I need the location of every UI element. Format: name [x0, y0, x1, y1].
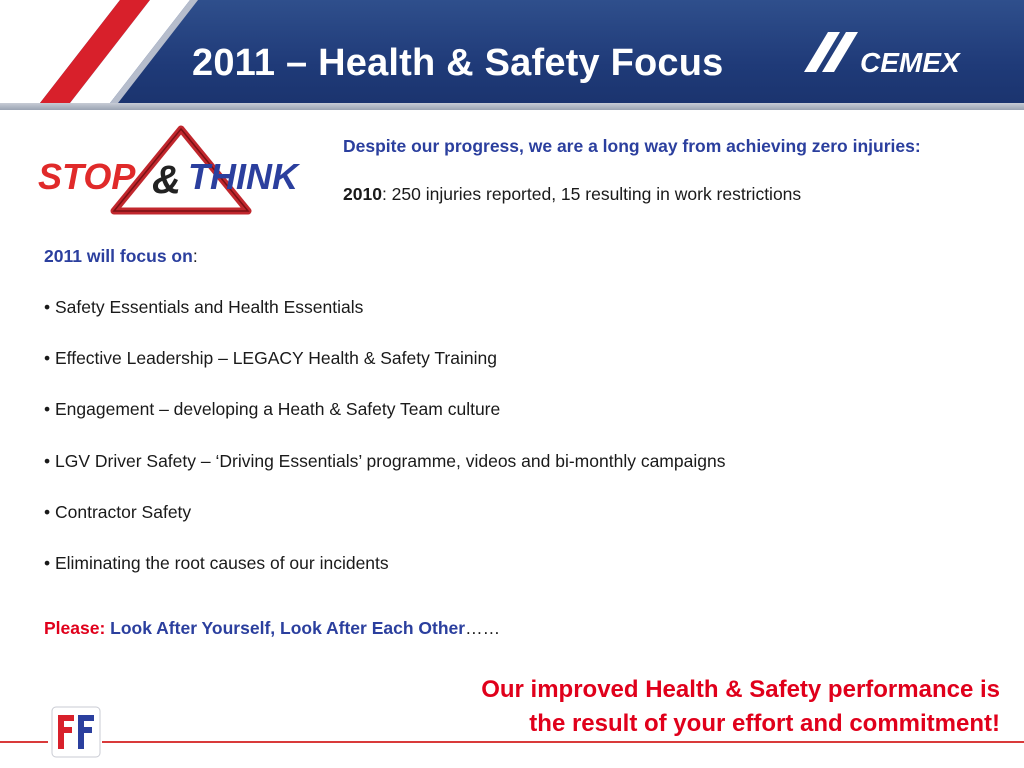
footer-rule-left: [0, 741, 48, 743]
svg-text:CEMEX: CEMEX: [860, 47, 960, 75]
list-item: • Contractor Safety: [44, 502, 192, 522]
closing-statement: [360, 673, 1000, 741]
list-item: • Safety Essentials and Health Essentials: [44, 297, 364, 317]
svg-text:THINK: THINK: [188, 156, 298, 197]
focus-heading-line: [44, 246, 198, 267]
please-label: Please:: [44, 618, 106, 638]
closing-line-2: the result of your effort and commitment!: [529, 710, 1000, 737]
page-title: 2011 – Health & Safety Focus: [192, 42, 724, 84]
stop-and-think-logo: [36, 125, 311, 222]
please-line: [44, 618, 500, 639]
footer-rule: [102, 741, 1024, 743]
please-ellipsis: ……: [465, 618, 501, 638]
focus-heading-colon: :: [192, 246, 198, 266]
cemex-logo: [800, 30, 975, 80]
svg-text:STOP: STOP: [38, 156, 136, 197]
intro-block: [343, 134, 943, 206]
footer-ff-logo: [50, 703, 102, 764]
intro-year: 2010: [343, 184, 382, 204]
please-text: Look After Yourself, Look After Each Other: [105, 618, 466, 638]
intro-stat-line: [343, 182, 943, 206]
list-item: • Engagement – developing a Heath & Safety Team culture: [44, 399, 501, 419]
list-item: • LGV Driver Safety – ‘Driving Essentials’ programme, videos and bi-monthly campaigns: [44, 451, 726, 471]
list-item: • Eliminating the root causes of our incidents: [44, 553, 389, 573]
intro-stat: : 250 injuries reported, 15 resulting in work restrictions: [381, 184, 802, 204]
svg-text:&: &: [152, 158, 181, 202]
focus-heading: 2011 will focus on: [44, 246, 193, 266]
header-band: [0, 0, 1024, 110]
header-divider: [0, 103, 1024, 110]
closing-line-1: Our improved Health & Safety performance is: [481, 676, 1000, 703]
intro-heading: Despite our progress, we are a long way from achieving zero injuries:: [343, 136, 921, 156]
list-item: • Effective Leadership – LEGACY Health & Safety Training: [44, 348, 497, 368]
